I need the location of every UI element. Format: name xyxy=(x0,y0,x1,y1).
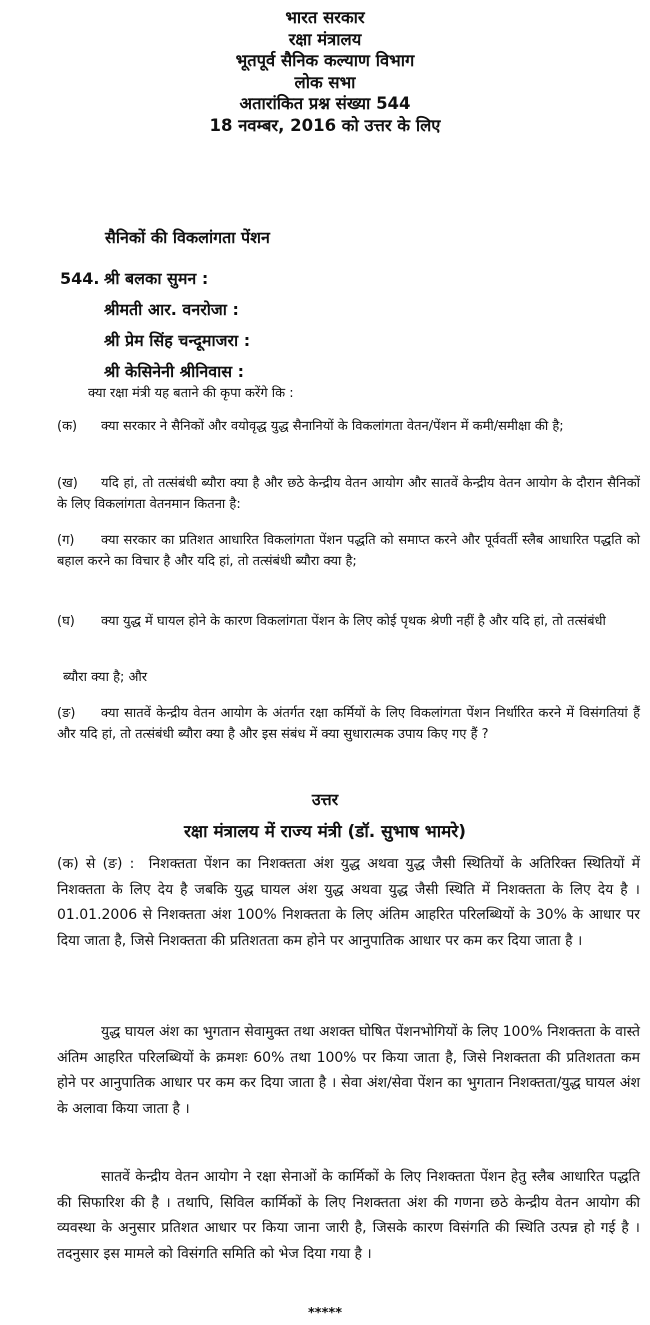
answer-heading: उत्तर xyxy=(311,790,339,809)
answer-paragraph xyxy=(57,852,640,954)
answer-text: सातवें केन्द्रीय वेतन आयोग ने रक्षा सेनाओं के कार्मिकों के लिए निशक्तता पेंशन हेतु स्लैब आधारित पद्धति की सिफारिश की है । तथापि, सिविल कार्मिकों के लिए निशक्तता अंश की गणना छठे केन्द्रीय वेतन आयोग की व्यवस्था के अनुसार प्रतिशत आधार पर किया जाना जारी है, जिसके कारण विसंगति की स्थिति उत्पन्न हो गई है । तदनुसार इस मामले को विसंगति समिति को भेज दिया गया है । xyxy=(57,1169,640,1262)
question-part xyxy=(57,416,640,437)
question-subject: सैनिकों की विकलांगता पेंशन xyxy=(105,228,270,247)
document-header xyxy=(0,0,650,137)
answer-paragraph xyxy=(57,1165,640,1267)
question-part xyxy=(57,703,640,745)
end-mark: ***** xyxy=(308,1306,342,1321)
header-house: लोक सभा xyxy=(294,72,356,92)
question-part xyxy=(63,667,646,688)
minister-name: रक्षा मंत्रालय में राज्य मंत्री (डॉ. सुभाष भामरे) xyxy=(183,822,466,842)
member-name: श्री केसिनेनी श्रीनिवास : xyxy=(104,362,245,381)
header-question-number: अतारांकित प्रश्न संख्या 544 xyxy=(239,94,411,114)
question-part xyxy=(57,530,640,572)
question-intro: क्या रक्षा मंत्री यह बताने की कृपा करेंगे कि : xyxy=(88,386,294,401)
header-department: भूतपूर्व सैनिक कल्याण विभाग xyxy=(235,51,415,71)
question-text: क्या सरकार का प्रतिशत आधारित विकलांगता पेंशन पद्धति को समाप्त करने और पूर्ववर्ती स्लैब आधारित पद्धति को बहाल करने का विचार है और यदि हां, तो तत्संबंधी ब्यौरा क्या है; xyxy=(57,533,640,569)
question-label: (घ) xyxy=(57,614,75,629)
member-name: श्री प्रेम सिंह चन्दूमाजरा : xyxy=(104,331,251,350)
answer-text: युद्ध घायल अंश का भुगतान सेवामुक्त तथा अशक्त घोषित पेंशनभोगियों के लिए 100% निशक्तता के वास्ते अंतिम आहरित परिलब्धियों के क्रमशः 60% तथा 100% पर किया जाता है, जिसे निशक्तता की प्रतिशतता कम होने पर आनुपातिक आधार पर कम कर दिया जाता है । सेवा अंश/सेवा पेंशन का भुगतान निशक्तता/युद्ध घायल अंश के अलावा किया जाता है । xyxy=(57,1024,640,1117)
question-label: (ङ) xyxy=(57,706,76,721)
question-text: ब्यौरा क्या है; और xyxy=(63,670,148,685)
question-label: (ग) xyxy=(57,533,75,548)
question-part xyxy=(57,473,640,515)
header-government: भारत सरकार xyxy=(285,8,365,27)
member-name: श्री बलका सुमन : xyxy=(104,269,209,288)
question-label: (ख) xyxy=(57,476,78,491)
header-ministry: रक्षा मंत्रालय xyxy=(288,29,362,49)
member-list xyxy=(60,263,250,387)
answer-text: निशक्तता पेंशन का निशक्तता अंश युद्ध अथवा युद्ध जैसी स्थितियों के अतिरिक्त स्थितियों में निशक्तता के लिए देय है जबकि युद्ध घायल अंश युद्ध अथवा युद्ध जैसी स्थिति में निशक्तता के लिए देय है । 01.01.2006 से निशक्तता अंश 100% निशक्तता के लिए अंतिम आहरित परिलब्धियों के 30% के आधार पर दिया जाता है, जिसे निशक्तता की प्रतिशतता कम होने पर आनुपातिक आधार पर कम कर दिया जाता है । xyxy=(57,856,640,949)
question-label: (क) xyxy=(57,419,78,434)
question-text: यदि हां, तो तत्संबंधी ब्यौरा क्या है और छठे केन्द्रीय वेतन आयोग और सातवें केन्द्रीय वेतन आयोग के दौरान सैनिकों के लिए विकलांगता वेतनमान कितना है: xyxy=(57,476,640,512)
question-text: क्या युद्ध में घायल होने के कारण विकलांगता पेंशन के लिए कोई पृथक श्रेणी नहीं है और यदि हां, तो तत्संबंधी xyxy=(101,614,606,629)
member-name: श्रीमती आर. वनरोजा : xyxy=(104,300,239,319)
question-text: क्या सरकार ने सैनिकों और वयोवृद्ध युद्ध सैनानियों के विकलांगता वेतन/पेंशन में कमी/समीक्षा की है; xyxy=(101,419,564,434)
answer-label: (क) से (ङ) : xyxy=(57,856,135,872)
question-part xyxy=(57,611,640,632)
question-number: 544. xyxy=(60,269,100,288)
question-text: क्या सातवें केन्द्रीय वेतन आयोग के अंतर्गत रक्षा कर्मियों के लिए विकलांगता पेंशन निर्धारित करने में विसंगतियां हैं और यदि हां, तो तत्संबंधी ब्यौरा क्या है और इस संबंध में क्या सुधारात्मक उपाय किए गए हैं ? xyxy=(57,706,640,742)
answer-paragraph xyxy=(57,1020,640,1122)
header-answer-date: 18 नवम्बर, 2016 को उत्तर के लिए xyxy=(209,115,441,135)
